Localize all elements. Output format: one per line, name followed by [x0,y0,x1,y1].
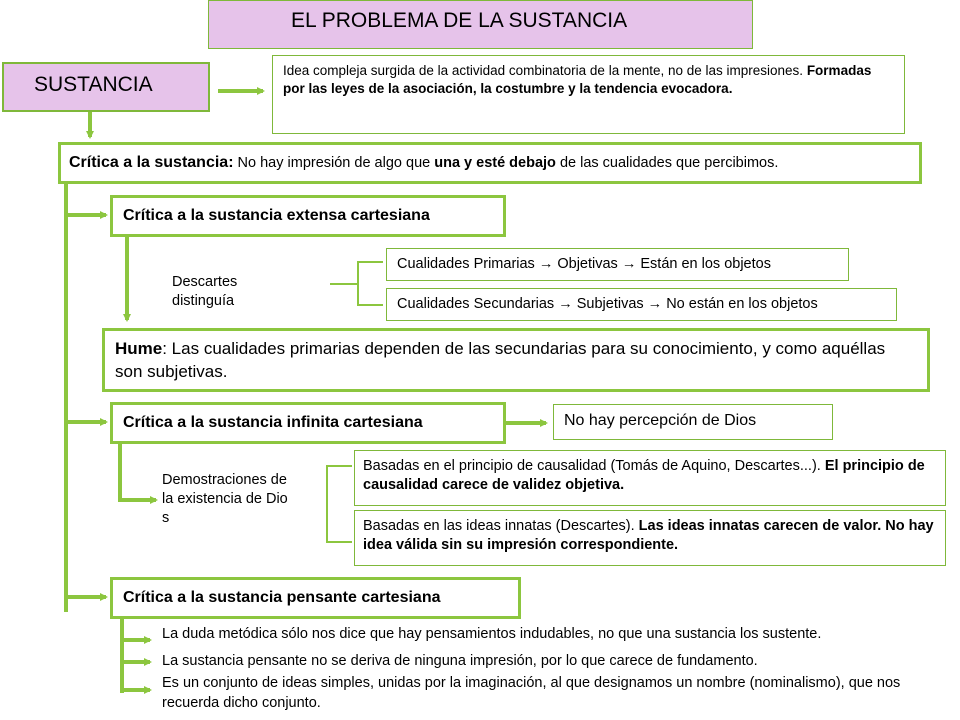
idea-compleja-box [272,55,905,134]
innatas-bold: Las ideas innatas carecen de valor. No hay idea válida sin su impresión correspondiente. [363,518,934,553]
descartes-distinguia: Descartes distinguía [172,274,238,309]
hume-box [102,328,930,392]
sustancia-box: SUSTANCIA [2,62,210,112]
critica-text-1: No hay impresión de algo que [233,155,435,171]
critica-text-2: de las cualidades que percibimos. [555,155,779,171]
critica-label: Crítica a la sustancia: [69,154,234,171]
principio-causalidad-box [354,450,946,506]
critica-sustancia-box [58,142,922,184]
innatas-text: Basadas en las ideas innatas (Descartes). [363,518,639,534]
idea-text: Idea compleja surgida de la actividad combinatoria de la mente, no de las impresiones. [283,63,807,78]
hume-text: : Las cualidades primarias dependen de las secundarias para su conocimiento, y como aquéllas son subjetivas. [115,339,886,381]
critica-infinita-box: Crítica a la sustancia infinita cartesiana [110,402,506,444]
no-percepcion-dios-box: No hay percepción de Dios [553,404,833,440]
demostraciones-label: Demostraciones de la existencia de Dios [162,472,288,526]
critica-pensante-box: Crítica a la sustancia pensante cartesiana [110,577,521,619]
pensante-point-3: Es un conjunto de ideas simples, unidas por la imaginación, al que designamos un nombre (nominalismo), que nos recuerda dicho conjunto. [162,675,901,711]
cualidades-primarias-box: Cualidades Primarias → Objetivas → Están en los objetos [386,248,849,281]
hume-label: Hume [115,339,163,358]
critica-bold: una y esté debajo [434,155,556,171]
cualidades-secundarias-box: Cualidades Secundarias → Subjetivas → No están en los objetos [386,288,897,321]
pensante-point-1: La duda metódica sólo nos dice que hay pensamientos indudables, no que una sustancia los sustente. [162,626,822,642]
causalidad-text: Basadas en el principio de causalidad (Tomás de Aquino, Descartes...). [363,458,825,474]
critica-extensa-box: Crítica a la sustancia extensa cartesiana [110,195,506,237]
idea-bold-text: Formadas por las leyes de la asociación, la costumbre y la tendencia evocadora. [283,63,872,96]
page-title: EL PROBLEMA DE LA SUSTANCIA [208,0,753,49]
ideas-innatas-box [354,510,946,566]
causalidad-bold: El principio de causalidad carece de validez objetiva. [363,458,925,493]
pensante-point-2: La sustancia pensante no se deriva de ninguna impresión, por lo que carece de fundamento. [162,653,758,669]
